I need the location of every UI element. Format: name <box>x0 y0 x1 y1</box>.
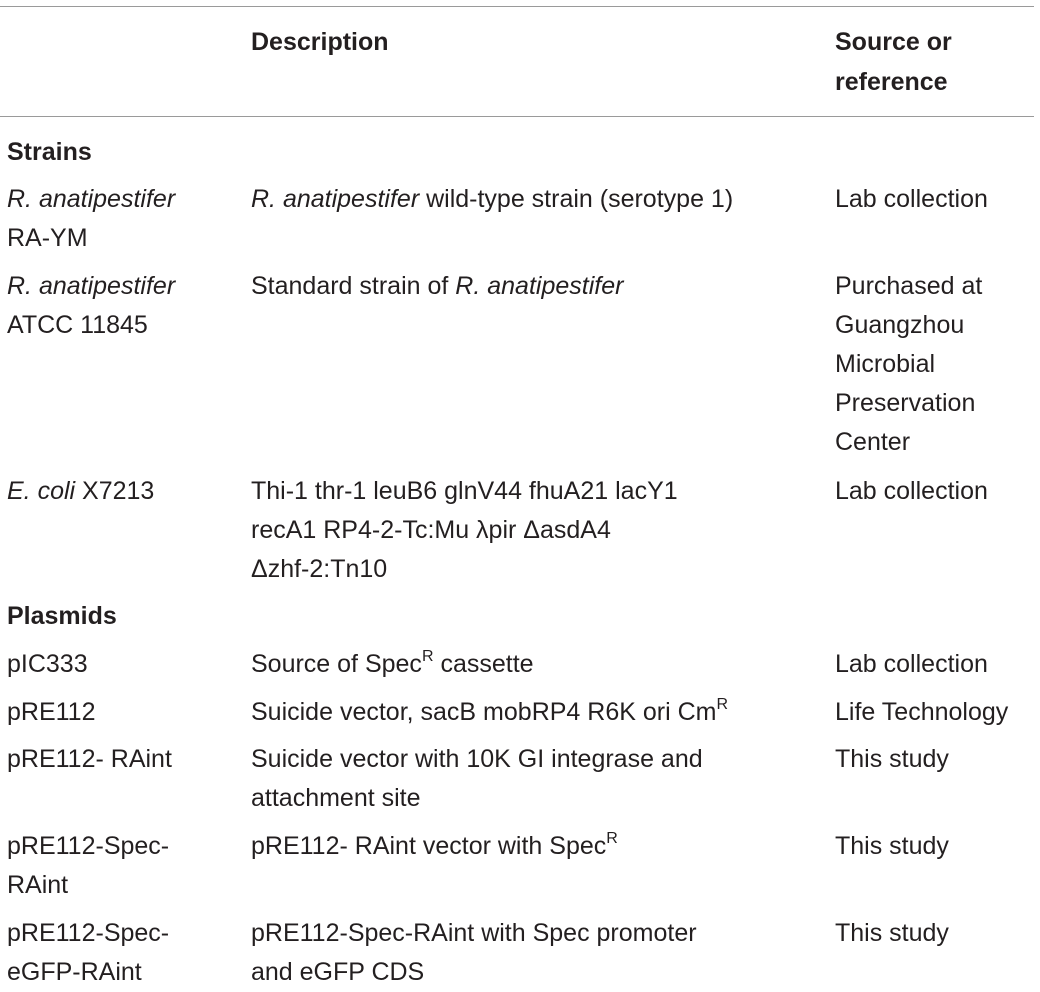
row-name-line: RAint <box>7 871 69 899</box>
row-description <box>251 645 831 684</box>
row-source-line: Guangzhou <box>835 311 965 339</box>
header-rule <box>0 116 1034 117</box>
row-description <box>251 472 831 589</box>
row-source: This study <box>835 832 949 860</box>
row-name-italic: R. anatipestifer <box>7 185 176 213</box>
row-name <box>7 180 247 258</box>
row-desc-rest: wild-type strain (serotype 1) <box>419 185 734 213</box>
row-source-line: Purchased at <box>835 272 983 300</box>
row-source-line: Center <box>835 428 911 456</box>
row-source: Lab collection <box>835 650 988 678</box>
row-name <box>7 827 247 905</box>
row-name <box>7 914 247 992</box>
row-desc-italic: R. anatipestifer <box>251 185 420 213</box>
row-desc-sup: R <box>606 829 618 847</box>
row-desc-sup: R <box>421 647 434 665</box>
row-source: Lab collection <box>835 185 988 213</box>
row-desc-line: Thi-1 thr-1 leuB6 glnV44 fhuA21 lacY1 <box>251 477 678 505</box>
top-rule <box>0 6 1034 7</box>
row-desc-post: cassette <box>433 650 534 678</box>
section-plasmids: Plasmids <box>7 602 117 630</box>
row-description <box>251 693 831 732</box>
row-name-italic: R. anatipestifer <box>7 272 176 300</box>
row-name-rest: X7213 <box>75 477 155 505</box>
row-description <box>251 740 831 818</box>
header-source <box>835 22 952 102</box>
section-strains: Strains <box>7 138 92 166</box>
row-desc-line: and eGFP CDS <box>251 958 425 986</box>
row-name: pRE112- RAint <box>7 745 172 773</box>
row-desc-pre: Suicide vector, sacB mobRP4 R6K ori Cm <box>251 698 717 726</box>
row-description <box>251 827 831 866</box>
row-desc-line: recA1 RP4-2-Tc:Mu λpir ΔasdA4 <box>251 516 611 544</box>
row-name-line: pRE112-Spec- <box>7 919 170 947</box>
row-desc-pre: Source of Spec <box>251 650 422 678</box>
row-source: Life Technology <box>835 698 1009 726</box>
row-description <box>251 180 831 219</box>
header-source-line2: reference <box>835 68 948 96</box>
row-desc-sup: R <box>716 695 729 713</box>
row-desc-line: Δzhf-2:Tn10 <box>251 555 388 583</box>
row-desc-line: Suicide vector with 10K GI integrase and <box>251 745 703 773</box>
header-description: Description <box>251 28 389 56</box>
row-desc-line: attachment site <box>251 784 421 812</box>
row-desc-pre: Standard strain of <box>251 272 456 300</box>
row-name <box>7 472 247 511</box>
row-source <box>835 267 1040 462</box>
row-source: This study <box>835 919 949 947</box>
row-name <box>7 267 247 345</box>
row-name-line: eGFP-RAint <box>7 958 142 986</box>
row-name-italic: E. coli <box>7 477 76 505</box>
row-name-rest: ATCC 11845 <box>7 311 148 339</box>
row-desc-line: pRE112-Spec-RAint with Spec promoter <box>251 919 697 947</box>
row-name-line: pRE112-Spec- <box>7 832 170 860</box>
row-name-rest: RA-YM <box>7 224 88 252</box>
row-source: Lab collection <box>835 477 988 505</box>
row-source-line: Microbial <box>835 350 936 378</box>
row-source: This study <box>835 745 949 773</box>
row-description <box>251 914 831 992</box>
row-desc-italic: R. anatipestifer <box>455 272 624 300</box>
row-desc-pre: pRE112- RAint vector with Spec <box>251 832 607 860</box>
row-source-line: Preservation <box>835 389 976 417</box>
header-source-line1: Source or <box>835 28 952 56</box>
row-name: pIC333 <box>7 650 88 678</box>
row-description <box>251 267 831 306</box>
row-name: pRE112 <box>7 698 96 726</box>
